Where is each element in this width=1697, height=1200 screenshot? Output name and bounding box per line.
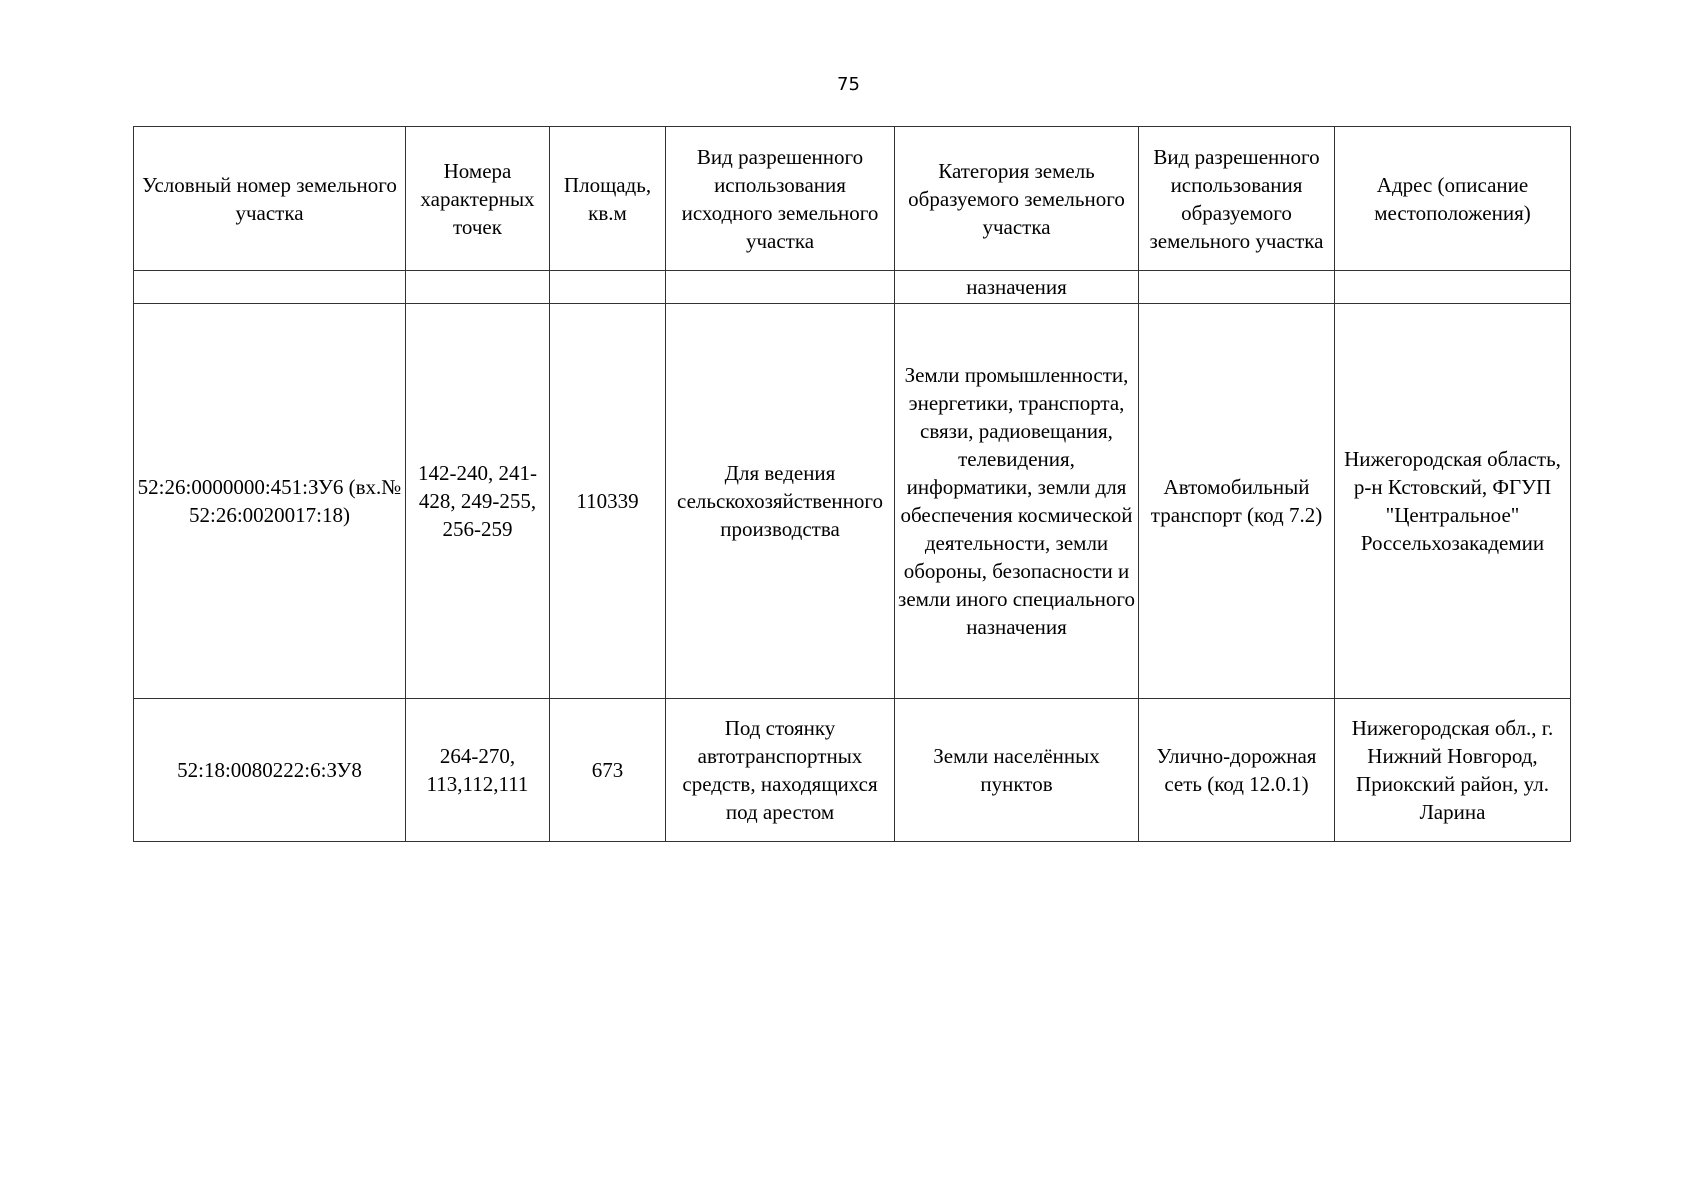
header-point-numbers-text: Номера характерных точек: [420, 158, 535, 239]
area-cell: 110339: [550, 304, 666, 699]
header-area-text: Площадь, кв.м: [563, 172, 652, 225]
plot-number-cell: 52:26:0000000:451:ЗУ6 (вх.№ 52:26:0020017:18): [134, 304, 406, 699]
new-permitted-use-cell: Улично-дорожная сеть (код 12.0.1): [1139, 699, 1335, 842]
header-source-permitted-use-text: Вид разрешенного использования исходного земельного участка: [681, 144, 879, 253]
header-new-permitted-use-text: Вид разрешенного использования образуемого земельного участка: [1149, 144, 1324, 253]
table-row: [134, 304, 1571, 699]
table-cell: [406, 271, 550, 304]
header-land-category-text: Категория земель образуемого земельного участка: [908, 158, 1125, 239]
source-permitted-use-cell: Для ведения сельскохозяйственного производства: [666, 304, 895, 699]
header-plot-number-text: Условный номер земельного участка: [142, 172, 397, 225]
header-address-text: Адрес (описание местоположения): [1374, 172, 1531, 225]
address-cell: Нижегородская обл., г. Нижний Новгород, Приокский район, ул. Ларина: [1335, 699, 1571, 842]
area-cell: 673: [550, 699, 666, 842]
plot-number-cell: 52:18:0080222:6:ЗУ8: [134, 699, 406, 842]
point-numbers-cell: 142-240, 241-428, 249-255, 256-259: [406, 304, 550, 699]
header-source-permitted-use: [666, 127, 895, 271]
address-cell: Нижегородская область, р-н Кстовский, ФГУП "Центральное" Россельхозакадемии: [1335, 304, 1571, 699]
new-permitted-use-cell: Автомобильный транспорт (код 7.2): [1139, 304, 1335, 699]
header-area: [550, 127, 666, 271]
table-header-row: [134, 127, 1571, 271]
land-plots-table: [133, 126, 1571, 842]
header-new-permitted-use: [1139, 127, 1335, 271]
table-cell: [1139, 271, 1335, 304]
page-number: 75: [837, 74, 860, 95]
table-row: [134, 699, 1571, 842]
header-plot-number: [134, 127, 406, 271]
table-cell: назначения: [895, 271, 1139, 304]
header-land-category: [895, 127, 1139, 271]
table-cell: [550, 271, 666, 304]
table-continuation-row: [134, 271, 1571, 304]
table-cell: [134, 271, 406, 304]
header-point-numbers: [406, 127, 550, 271]
source-permitted-use-cell: Под стоянку автотранспортных средств, находящихся под арестом: [666, 699, 895, 842]
land-category-cell: Земли населённых пунктов: [895, 699, 1139, 842]
table-cell: [1335, 271, 1571, 304]
land-category-cell: Земли промышленности, энергетики, транспорта, связи, радиовещания, телевидения, информатики, земли для обеспечения космической деятельности, земли обороны, безопасности и земли иного специального назначения: [895, 304, 1139, 699]
table-cell: [666, 271, 895, 304]
header-address: [1335, 127, 1571, 271]
point-numbers-cell: 264-270, 113,112,111: [406, 699, 550, 842]
